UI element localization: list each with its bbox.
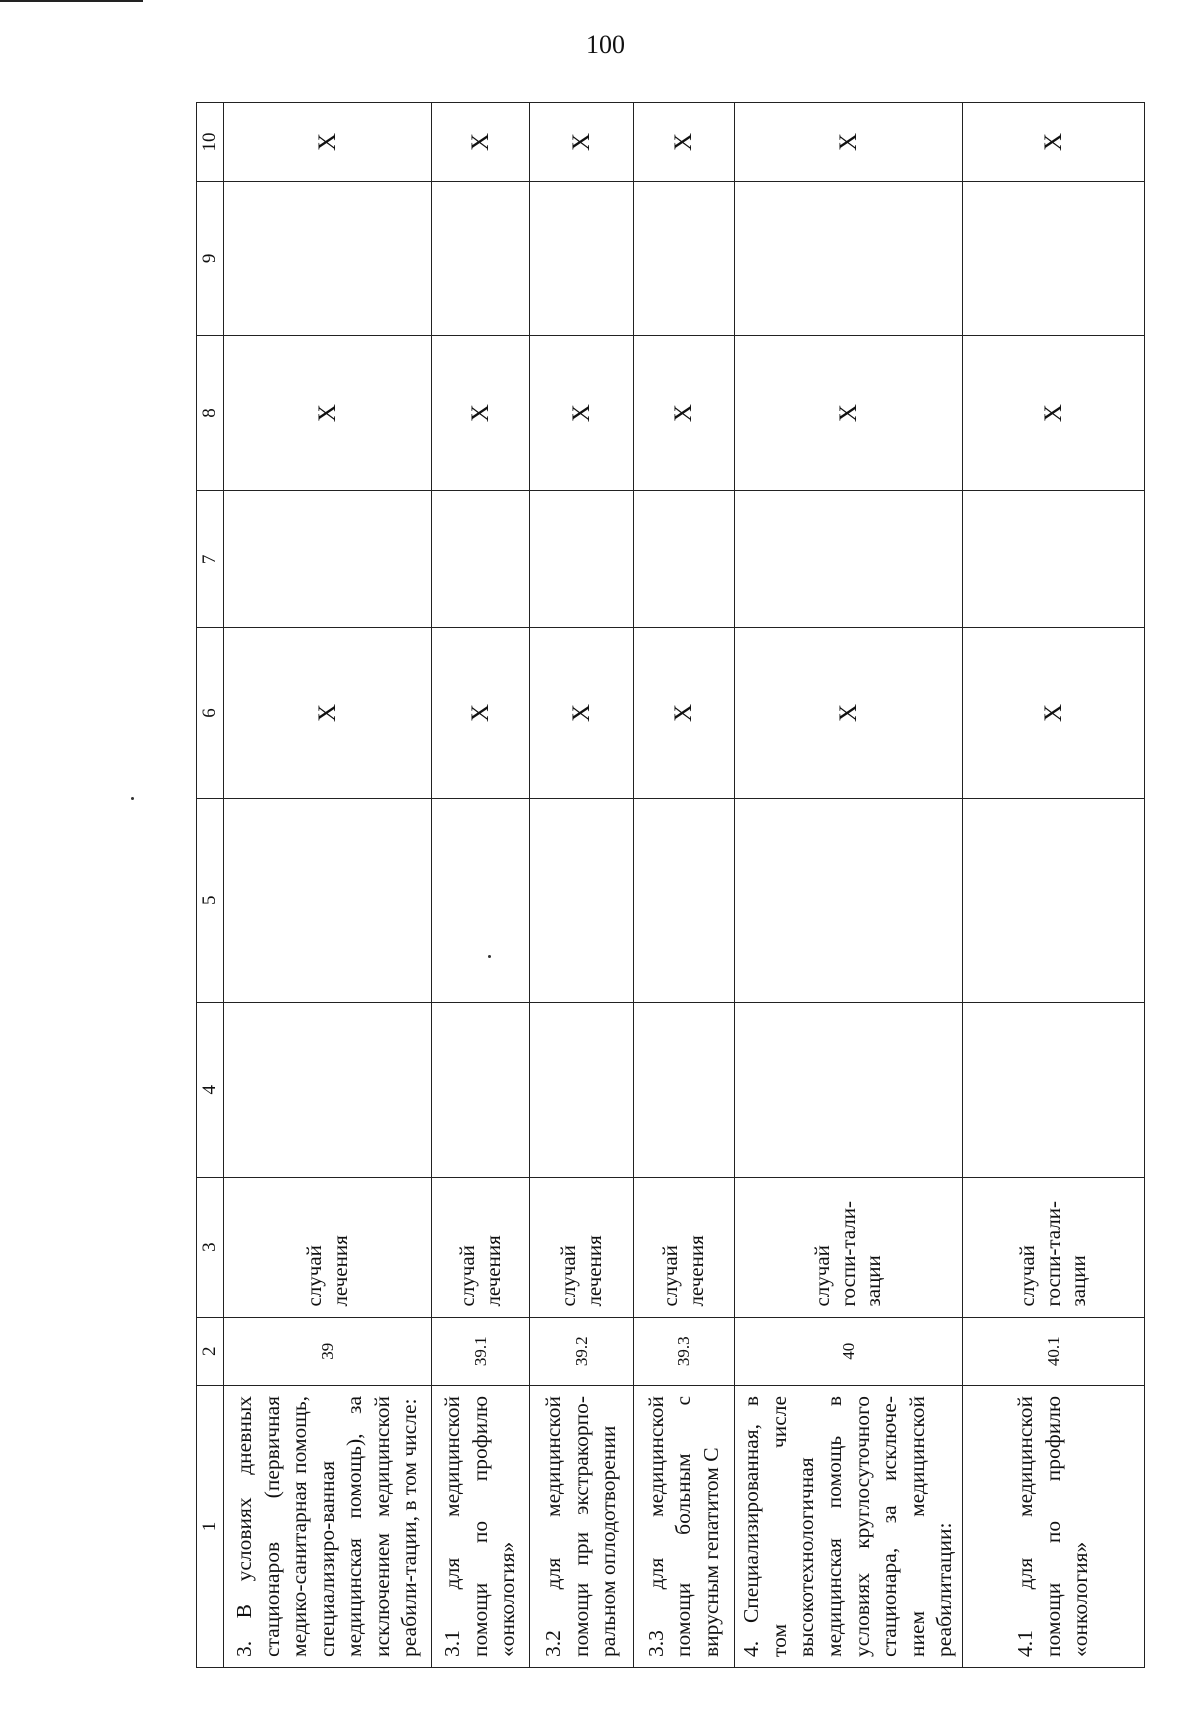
column-number: 2: [197, 1317, 224, 1385]
row-title: 3.1 для медицинской помощи по профилю «онкология»: [440, 1395, 520, 1657]
unit-cell: случай госпи-тали-зации: [963, 1177, 1145, 1317]
row-title-cell: [530, 1385, 634, 1667]
row-title-cell: [963, 1385, 1145, 1667]
empty-cell: [735, 798, 963, 1002]
x-mark: X: [735, 628, 963, 798]
row-title-cell: [735, 1385, 963, 1667]
empty-cell: [634, 491, 735, 628]
empty-cell: [530, 182, 634, 336]
empty-cell: [735, 1002, 963, 1177]
table-row: [634, 103, 735, 1668]
row-code: 39.3: [634, 1317, 735, 1385]
page-number: 100: [586, 30, 625, 59]
empty-cell: [735, 182, 963, 336]
empty-cell: [432, 798, 530, 1002]
empty-cell: [224, 491, 432, 628]
empty-cell: [963, 1002, 1145, 1177]
empty-cell: [963, 491, 1145, 628]
rotated-table-container: [196, 102, 1143, 1668]
column-number-row: [197, 103, 224, 1668]
x-mark: X: [634, 628, 735, 798]
row-title: 3.3 для медицинской помощи больным с вирусным гепатитом С: [643, 1395, 723, 1657]
x-mark: X: [634, 103, 735, 182]
x-mark: X: [634, 335, 735, 491]
empty-cell: [224, 182, 432, 336]
empty-cell: [530, 798, 634, 1002]
unit-cell: случай лечения: [432, 1177, 530, 1317]
x-mark: X: [530, 628, 634, 798]
column-number: 5: [197, 798, 224, 1002]
unit-cell: случай лечения: [224, 1177, 432, 1317]
column-number: 10: [197, 103, 224, 182]
x-mark: X: [224, 628, 432, 798]
x-mark: X: [432, 103, 530, 182]
x-mark: X: [963, 335, 1145, 491]
table-row: [432, 103, 530, 1668]
scan-edge-mark: [0, 0, 143, 2]
x-mark: X: [963, 628, 1145, 798]
empty-cell: [432, 1002, 530, 1177]
x-mark: X: [530, 103, 634, 182]
empty-cell: [530, 1002, 634, 1177]
empty-cell: [634, 182, 735, 336]
empty-cell: [735, 491, 963, 628]
column-number: 6: [197, 628, 224, 798]
empty-cell: [963, 798, 1145, 1002]
x-mark: X: [530, 335, 634, 491]
empty-cell: [224, 1002, 432, 1177]
empty-cell: [530, 491, 634, 628]
empty-cell: [224, 798, 432, 1002]
empty-cell: [963, 182, 1145, 336]
row-title-cell: [432, 1385, 530, 1667]
column-number: 7: [197, 491, 224, 628]
empty-cell: [432, 182, 530, 336]
data-table: [196, 102, 1145, 1668]
table-row: [224, 103, 432, 1668]
row-title: 3. В условиях дневных стационаров (первичная медико-санитарная помощь, специализиро-ванная медицинская помощь), за исключением медицинской реабили-тации, в том числе:: [232, 1395, 422, 1657]
row-code: 39: [224, 1317, 432, 1385]
row-title: 4.1 для медицинской помощи по профилю «онкология»: [1013, 1395, 1093, 1657]
table-row: [963, 103, 1145, 1668]
x-mark: X: [735, 103, 963, 182]
empty-cell: [634, 1002, 735, 1177]
unit-cell: случай лечения: [634, 1177, 735, 1317]
row-code: 40.1: [963, 1317, 1145, 1385]
column-number: 3: [197, 1177, 224, 1317]
row-code: 39.2: [530, 1317, 634, 1385]
row-title: 4. Специализированная, в том числе высокотехнологичная медицинская помощь в условиях круглосуточного стационара, за исключе-нием медицинской реабилитации:: [739, 1395, 957, 1657]
column-number: 8: [197, 335, 224, 491]
row-code: 39.1: [432, 1317, 530, 1385]
empty-cell: [634, 798, 735, 1002]
table-row: [530, 103, 634, 1668]
empty-cell: [432, 491, 530, 628]
column-number: 4: [197, 1002, 224, 1177]
x-mark: X: [224, 335, 432, 491]
scan-speck: [131, 797, 134, 800]
row-title-cell: [634, 1385, 735, 1667]
x-mark: X: [963, 103, 1145, 182]
column-number: 9: [197, 182, 224, 336]
x-mark: X: [432, 335, 530, 491]
row-title: 3.2 для медицинской помощи при экстракорпо-ральном оплодотворении: [541, 1395, 621, 1657]
x-mark: X: [432, 628, 530, 798]
row-title-cell: [224, 1385, 432, 1667]
rotated-table: [196, 102, 1143, 1668]
table-row: [735, 103, 963, 1668]
scan-dot: [488, 955, 491, 958]
x-mark: X: [224, 103, 432, 182]
row-code: 40: [735, 1317, 963, 1385]
unit-cell: случай лечения: [530, 1177, 634, 1317]
x-mark: X: [735, 335, 963, 491]
column-number: 1: [197, 1385, 224, 1667]
unit-cell: случай госпи-тали-зации: [735, 1177, 963, 1317]
